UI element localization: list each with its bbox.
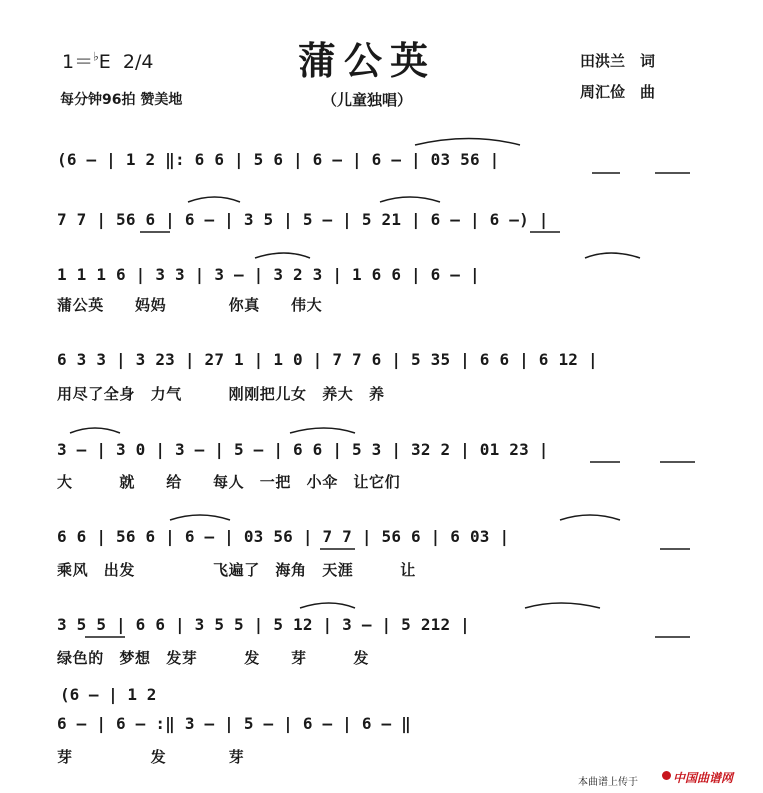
slur-mark (300, 603, 355, 608)
tempo-marking: 每分钟96拍 赞美地 (60, 92, 183, 108)
slur-mark (70, 428, 120, 433)
notation-line-8: 6 — | 6 — :‖ 3 — | 5 — | 6 — | 6 — ‖ (57, 714, 411, 733)
composer-credit: 周汇俭 曲 (580, 83, 656, 101)
intro-repeat-line: (6 — | 1 2 (60, 685, 157, 704)
lyrics-line-4: 用尽了全身 力气 刚刚把儿女 养大 养 (57, 385, 385, 403)
slur-mark (560, 515, 620, 520)
flat-sign: ♭ (93, 49, 99, 64)
lyrics-line-7: 绿色的 梦想 发芽 发 芽 发 (57, 649, 370, 667)
slur-mark (380, 197, 440, 202)
subtitle: （儿童独唱） (322, 91, 413, 109)
lyrics-line-6: 乘风 出发 飞遍了 海角 天涯 让 (57, 561, 416, 579)
key-note: E (98, 51, 111, 73)
notation-line-7: 3 5 5 | 6 6 | 3 5 5 | 5 12 | 3 — | 5 212 | (57, 615, 470, 634)
brand-logo-icon (662, 771, 671, 780)
lyrics-line-8: 芽 发 芽 (57, 748, 245, 766)
time-signature: 2/4 (122, 51, 154, 73)
lyrics-line-3: 蒲公英 妈妈 你真 伟大 (57, 296, 323, 314)
slur-mark (188, 197, 240, 202)
notation-line-6: 6 6 | 56 6 | 6 — | 03 56 | 7 7 | 56 6 | 6 03 | (57, 527, 510, 546)
upload-notice: 本曲谱上传于 (578, 777, 638, 788)
slur-mark (415, 139, 520, 146)
slur-mark (525, 603, 600, 608)
slur-mark (255, 253, 310, 258)
notation-line-5: 3 — | 3 0 | 3 — | 5 — | 6 6 | 5 3 | 32 2 | 01 23 | (57, 440, 549, 459)
notation-line-4: 6 3 3 | 3 23 | 27 1 | 1 0 | 7 7 6 | 5 35 | 6 6 | 6 12 | (57, 350, 598, 369)
brand-logo[interactable]: 中国曲谱网 (673, 771, 734, 785)
notation-line-2: 7 7 | 56 6 | 6 — | 3 5 | 5 — | 5 21 | 6 — | 6 —) | (57, 210, 549, 229)
lyrics-line-5: 大 就 给 每人 一把 小伞 让它们 (57, 473, 401, 491)
score-title: 蒲公英 (298, 39, 437, 83)
slur-mark (290, 428, 355, 433)
key-prefix: 1＝ (62, 51, 94, 73)
lyricist-credit: 田洪兰 词 (580, 52, 656, 70)
notation-line-1: (6 — | 1 2 ‖: 6 6 | 5 6 | 6 — | 6 — | 03 56 | (57, 150, 500, 169)
slur-mark (585, 253, 640, 258)
slur-mark (170, 515, 230, 520)
notation-line-3: 1 1 1 6 | 3 3 | 3 — | 3 2 3 | 1 6 6 | 6 — | (57, 265, 480, 284)
